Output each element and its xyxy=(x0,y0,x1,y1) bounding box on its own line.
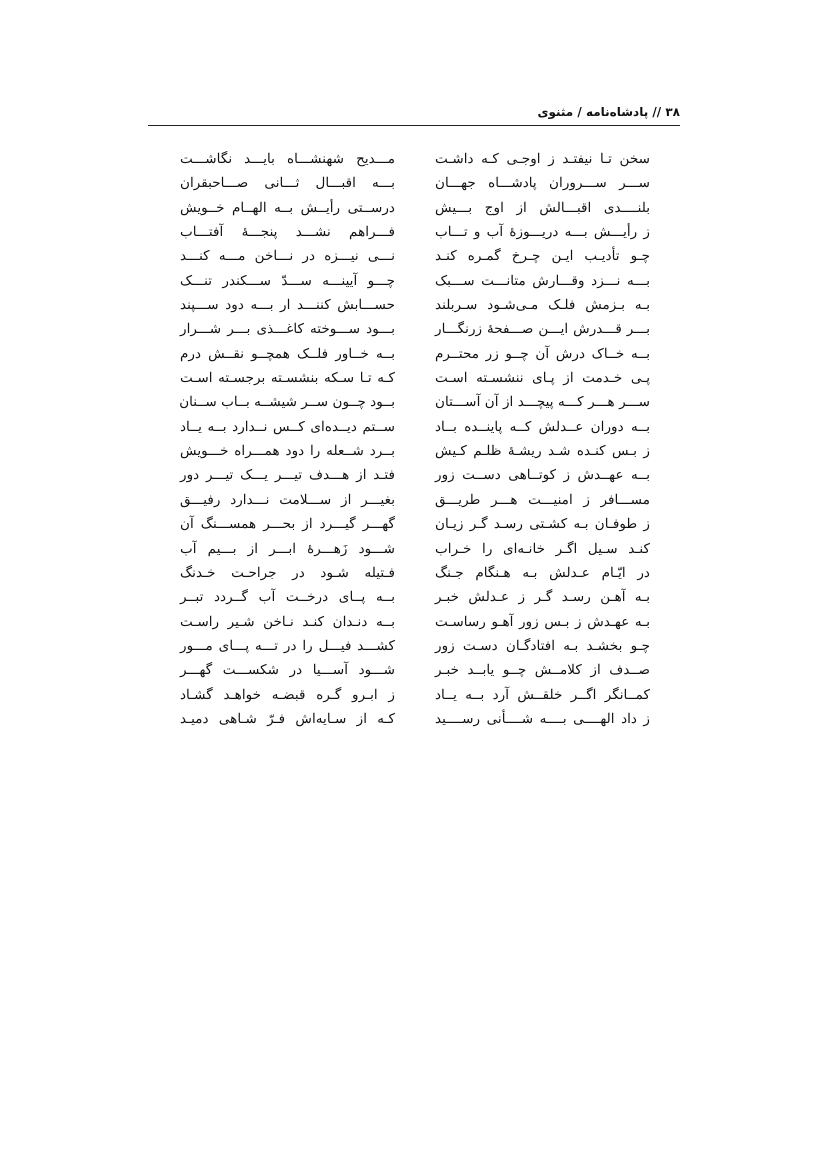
hemistich-right: پـی خـدمت از پـای ننشسـته اسـت xyxy=(435,370,650,387)
verse-row xyxy=(180,610,650,634)
verse-row xyxy=(180,658,650,682)
verse-row xyxy=(180,293,650,317)
hemistich-left: چـــو آیینـــه ســـدّ ســـکندر تنـــک xyxy=(180,272,395,289)
hemistich-right: مســـافر ز امنیـــت هـــر طریـــق xyxy=(435,491,650,508)
verse-row xyxy=(180,317,650,341)
verse-row xyxy=(180,171,650,195)
hemistich-gap xyxy=(395,244,435,268)
hemistich-right: بـه عهـدش ز بـس زور آهـو رساسـت xyxy=(435,613,650,630)
verse-row xyxy=(180,220,650,244)
hemistich-left: کـه تـا سـکه بنشسـته برجسـته اسـت xyxy=(180,370,395,387)
hemistich-gap xyxy=(395,463,435,487)
poem-body xyxy=(180,147,650,731)
verse-row xyxy=(180,366,650,390)
hemistich-right: بـــر قـــدرش ایـــن صـــفحهٔ زرنگـــار xyxy=(435,321,650,338)
hemistich-right: کنـد سـیل اگـر خانـه‌ای را خـراب xyxy=(435,540,650,557)
hemistich-gap xyxy=(395,366,435,390)
verse-row xyxy=(180,147,650,171)
hemistich-right: چـو تأدیـب ایـن چـرخ گمـره کنـد xyxy=(435,248,650,265)
hemistich-gap xyxy=(395,585,435,609)
hemistich-left: بـــود ســـوخته کاغـــذی بـــر شـــرار xyxy=(180,321,395,338)
verse-row xyxy=(180,585,650,609)
hemistich-right: بلنــــدی اقبـــالش از اوج بـــیش xyxy=(435,199,650,216)
verse-row xyxy=(180,269,650,293)
hemistich-gap xyxy=(395,439,435,463)
verse-row xyxy=(180,439,650,463)
hemistich-right: سخن تـا نیفتـد ز اوجـی کـه داشـت xyxy=(435,151,650,167)
hemistich-gap xyxy=(395,196,435,220)
hemistich-right: ز داد الهــــی بــــه شــــأنی رســــید xyxy=(435,710,650,727)
verse-row xyxy=(180,537,650,561)
hemistich-left: مـــدیح شهنشـــاه بایـــد نگاشـــت xyxy=(180,151,395,167)
hemistich-gap xyxy=(395,269,435,293)
verse-row xyxy=(180,512,650,536)
hemistich-right: صــدف از کلامــش چــو یابــد خبـر xyxy=(435,662,650,679)
hemistich-right: بــه خــاک درش آن چــو زر محتــرم xyxy=(435,345,650,362)
hemistich-left: بــه خــاور فلــک همچــو نقــش درم xyxy=(180,345,395,362)
hemistich-left: بــرد شــعله را دود همـــراه خـــویش xyxy=(180,443,395,460)
hemistich-right: ســـر هـــر کـــه پیچـــد از آن آســـتان xyxy=(435,394,650,411)
hemistich-right: بــه دوران عــدلش کــه پاینــده بــاد xyxy=(435,418,650,435)
verse-row xyxy=(180,196,650,220)
hemistich-gap xyxy=(395,707,435,731)
hemistich-right: بـه بـزمش فلـک مـی‌شـود سـربلند xyxy=(435,297,650,314)
hemistich-left: گهـــر گیـــرد از بحـــر همســـنگ آن xyxy=(180,516,395,533)
hemistich-left: فـــراهم نشـــد پنجـــهٔ آفتـــاب xyxy=(180,224,395,241)
header-rule xyxy=(148,125,680,126)
hemistich-gap xyxy=(395,561,435,585)
hemistich-right: ز بـس کنـده شـد ریشـهٔ ظلـم کـیش xyxy=(435,443,650,460)
hemistich-left: فـتیله شـود در جراحـت خـدنگ xyxy=(180,564,395,581)
hemistich-left: بغیـــر از ســـلامت نـــدارد رفیـــق xyxy=(180,491,395,508)
hemistich-left: ز ابـرو گـره قبضـه خواهـد گشـاد xyxy=(180,686,395,703)
hemistich-gap xyxy=(395,342,435,366)
verse-row xyxy=(180,342,650,366)
hemistich-left: بــه دنـدان کنـد نـاخن شـیر راسـت xyxy=(180,613,395,630)
hemistich-left: شـــود زَهـــرهٔ ابـــر از بـــیم آب xyxy=(180,540,395,557)
hemistich-gap xyxy=(395,610,435,634)
verse-row xyxy=(180,244,650,268)
hemistich-right: کمــانگر اگــر خلقــش آرد بــه یــاد xyxy=(435,686,650,703)
verse-row xyxy=(180,561,650,585)
hemistich-gap xyxy=(395,488,435,512)
hemistich-left: درســتی رأیــش بــه الهــام خــویش xyxy=(180,199,395,216)
verse-row xyxy=(180,707,650,731)
hemistich-right: ز رأیـــش بـــه دریـــوزهٔ آب و تـــاب xyxy=(435,224,650,241)
hemistich-gap xyxy=(395,171,435,195)
hemistich-left: ســتم دیــده‌ای کــس نــدارد بــه یــاد xyxy=(180,418,395,435)
hemistich-gap xyxy=(395,658,435,682)
hemistich-gap xyxy=(395,390,435,414)
hemistich-right: بـــه نـــزد وقـــارش متانـــت ســـبک xyxy=(435,272,650,289)
verse-row xyxy=(180,415,650,439)
hemistich-gap xyxy=(395,537,435,561)
hemistich-left: نـــی نیـــزه در نـــاخن مـــه کنـــد xyxy=(180,248,395,265)
hemistich-left: کشـــد فیـــل را در تـــه پـــای مـــور xyxy=(180,637,395,654)
hemistich-gap xyxy=(395,147,435,171)
hemistich-left: کـه از سـایه‌اش فـرّ شـاهی دمیـد xyxy=(180,710,395,727)
verse-row xyxy=(180,488,650,512)
hemistich-left: بــه پــای درخــت آب گــردد تبــر xyxy=(180,589,395,606)
hemistich-left: فتـد از هـــدف تیـــر یـــک تیـــر دور xyxy=(180,467,395,484)
hemistich-left: حســـابش کننـــد ار بـــه دود ســـپند xyxy=(180,297,395,314)
hemistich-gap xyxy=(395,512,435,536)
verse-row xyxy=(180,634,650,658)
hemistich-right: ســـر ســـروران پادشـــاه جهـــان xyxy=(435,175,650,192)
verse-row xyxy=(180,683,650,707)
hemistich-right: بــه عهــدش ز کوتــاهی دســت زور xyxy=(435,467,650,484)
hemistich-gap xyxy=(395,317,435,341)
hemistich-gap xyxy=(395,634,435,658)
running-header: ۳۸ // پادشاه‌نامه / مثنوی xyxy=(537,105,680,119)
hemistich-right: چـو بخشـد بـه افتادگـان دسـت زور xyxy=(435,637,650,654)
hemistich-gap xyxy=(395,220,435,244)
verse-row xyxy=(180,390,650,414)
hemistich-left: بـــه اقبـــال ثـــانی صـــاحبقران xyxy=(180,175,395,192)
hemistich-gap xyxy=(395,293,435,317)
hemistich-right: بـه آهـن رسـد گـر ز عـدلش خبـر xyxy=(435,589,650,606)
hemistich-gap xyxy=(395,683,435,707)
hemistich-right: ز طوفـان بـه کشـتی رسـد گـر زیـان xyxy=(435,516,650,533)
hemistich-left: بــود چــون ســر شیشــه بــاب ســنان xyxy=(179,394,395,411)
hemistich-gap xyxy=(395,415,435,439)
hemistich-right: در ایّـام عـدلش بـه هـنگام جـنگ xyxy=(435,564,650,581)
hemistich-left: شـــود آســـیا در شکســـت گهـــر xyxy=(180,662,395,679)
verse-row xyxy=(180,463,650,487)
